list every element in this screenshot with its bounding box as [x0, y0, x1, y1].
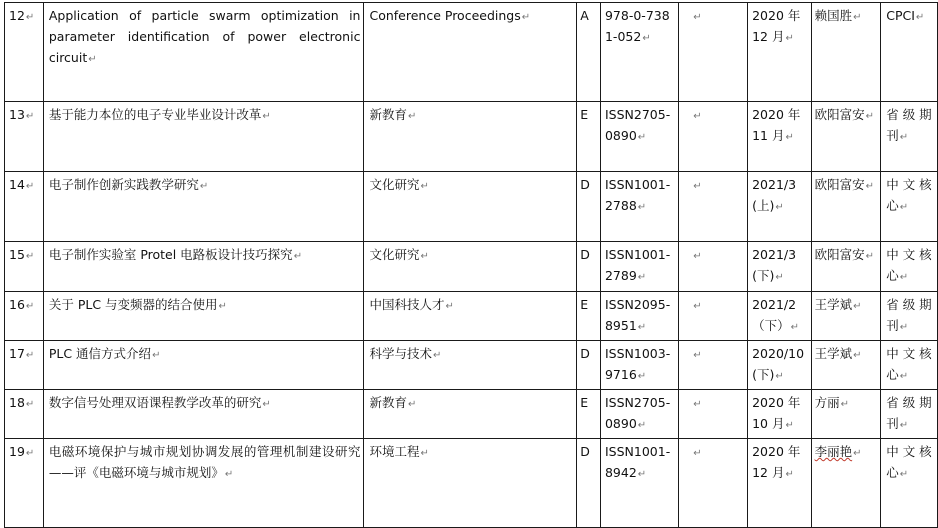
author-cell: 欧阳富安↵	[811, 242, 881, 292]
level-cell: E	[577, 292, 601, 341]
title-cell: 数字信号处理双语课程教学改革的研究↵	[43, 390, 364, 439]
type-cell: 省 级 期刊↵	[881, 292, 938, 341]
author-cell: 赖国胜↵	[811, 3, 881, 102]
type-cell: 中 文 核心↵	[881, 242, 938, 292]
row-number-cell: 15↵	[5, 242, 44, 292]
empty-cell: ↵	[679, 242, 748, 292]
publication-cell: 新教育↵	[364, 102, 577, 172]
empty-cell: ↵	[679, 390, 748, 439]
level-cell: D	[577, 172, 601, 242]
date-cell: 2021/3(下)↵	[748, 242, 812, 292]
issn-cell: ISSN2095-8951↵	[600, 292, 678, 341]
table-row	[5, 390, 938, 439]
row-number-cell: 13↵	[5, 102, 44, 172]
issn-cell: ISSN2705-0890↵	[600, 102, 678, 172]
title-cell: 关于 PLC 与变频器的结合使用↵	[43, 292, 364, 341]
author-cell: 欧阳富安↵	[811, 172, 881, 242]
date-cell: 2020 年 10 月↵	[748, 390, 812, 439]
level-cell: D	[577, 439, 601, 528]
row-number-cell: 18↵	[5, 390, 44, 439]
type-cell: 中 文 核心↵	[881, 439, 938, 528]
author-cell: 王学斌↵	[811, 341, 881, 390]
table-row	[5, 172, 938, 242]
issn-cell: 978-0-7381-052↵	[600, 3, 678, 102]
publication-cell: 文化研究↵	[364, 172, 577, 242]
author-cell: 欧阳富安↵	[811, 102, 881, 172]
row-number-cell: 12↵	[5, 3, 44, 102]
issn-cell: ISSN1001-2788↵	[600, 172, 678, 242]
publication-cell: 科学与技术↵	[364, 341, 577, 390]
level-cell: A	[577, 3, 601, 102]
date-cell: 2020 年 12 月↵	[748, 3, 812, 102]
row-number-cell: 19↵	[5, 439, 44, 528]
publication-cell: 环境工程↵	[364, 439, 577, 528]
table-row	[5, 439, 938, 528]
empty-cell: ↵	[679, 102, 748, 172]
table-row	[5, 102, 938, 172]
publication-table	[4, 2, 938, 528]
type-cell: 省 级 期刊↵	[881, 102, 938, 172]
issn-cell: ISSN1001-2789↵	[600, 242, 678, 292]
type-cell: CPCI↵	[881, 3, 938, 102]
date-cell: 2020 年 11 月↵	[748, 102, 812, 172]
type-cell: 中 文 核心↵	[881, 172, 938, 242]
empty-cell: ↵	[679, 172, 748, 242]
table-row	[5, 341, 938, 390]
author-cell: 王学斌↵	[811, 292, 881, 341]
type-cell: 省 级 期刊↵	[881, 390, 938, 439]
author-cell: 李丽艳↵	[811, 439, 881, 528]
publication-cell: 文化研究↵	[364, 242, 577, 292]
row-number-cell: 14↵	[5, 172, 44, 242]
title-cell: 电子制作实验室 Protel 电路板设计技巧探究↵	[43, 242, 364, 292]
publication-cell: 新教育↵	[364, 390, 577, 439]
issn-cell: ISSN1001-8942↵	[600, 439, 678, 528]
title-cell: Application of particle swarm optimization in parameter identification of power electronic circuit↵	[43, 3, 364, 102]
table-row	[5, 292, 938, 341]
author-cell: 方丽↵	[811, 390, 881, 439]
date-cell: 2020 年 12 月↵	[748, 439, 812, 528]
issn-cell: ISSN2705-0890↵	[600, 390, 678, 439]
title-cell: 电磁环境保护与城市规划协调发展的管理机制建设研究——评《电磁环境与城市规划》↵	[43, 439, 364, 528]
issn-cell: ISSN1003-9716↵	[600, 341, 678, 390]
empty-cell: ↵	[679, 292, 748, 341]
empty-cell: ↵	[679, 439, 748, 528]
row-number-cell: 17↵	[5, 341, 44, 390]
spellcheck-underline: 李丽艳	[814, 444, 853, 459]
publication-cell: Conference Proceedings↵	[364, 3, 577, 102]
title-cell: 基于能力本位的电子专业毕业设计改革↵	[43, 102, 364, 172]
table-row	[5, 3, 938, 102]
level-cell: D	[577, 242, 601, 292]
date-cell: 2021/3(上)↵	[748, 172, 812, 242]
level-cell: D	[577, 341, 601, 390]
empty-cell: ↵	[679, 341, 748, 390]
table-row	[5, 242, 938, 292]
date-cell: 2021/2（下）↵	[748, 292, 812, 341]
type-cell: 中 文 核心↵	[881, 341, 938, 390]
title-cell: PLC 通信方式介绍↵	[43, 341, 364, 390]
title-cell: 电子制作创新实践教学研究↵	[43, 172, 364, 242]
level-cell: E	[577, 390, 601, 439]
date-cell: 2020/10(下)↵	[748, 341, 812, 390]
row-number-cell: 16↵	[5, 292, 44, 341]
level-cell: E	[577, 102, 601, 172]
publication-cell: 中国科技人才↵	[364, 292, 577, 341]
empty-cell: ↵	[679, 3, 748, 102]
